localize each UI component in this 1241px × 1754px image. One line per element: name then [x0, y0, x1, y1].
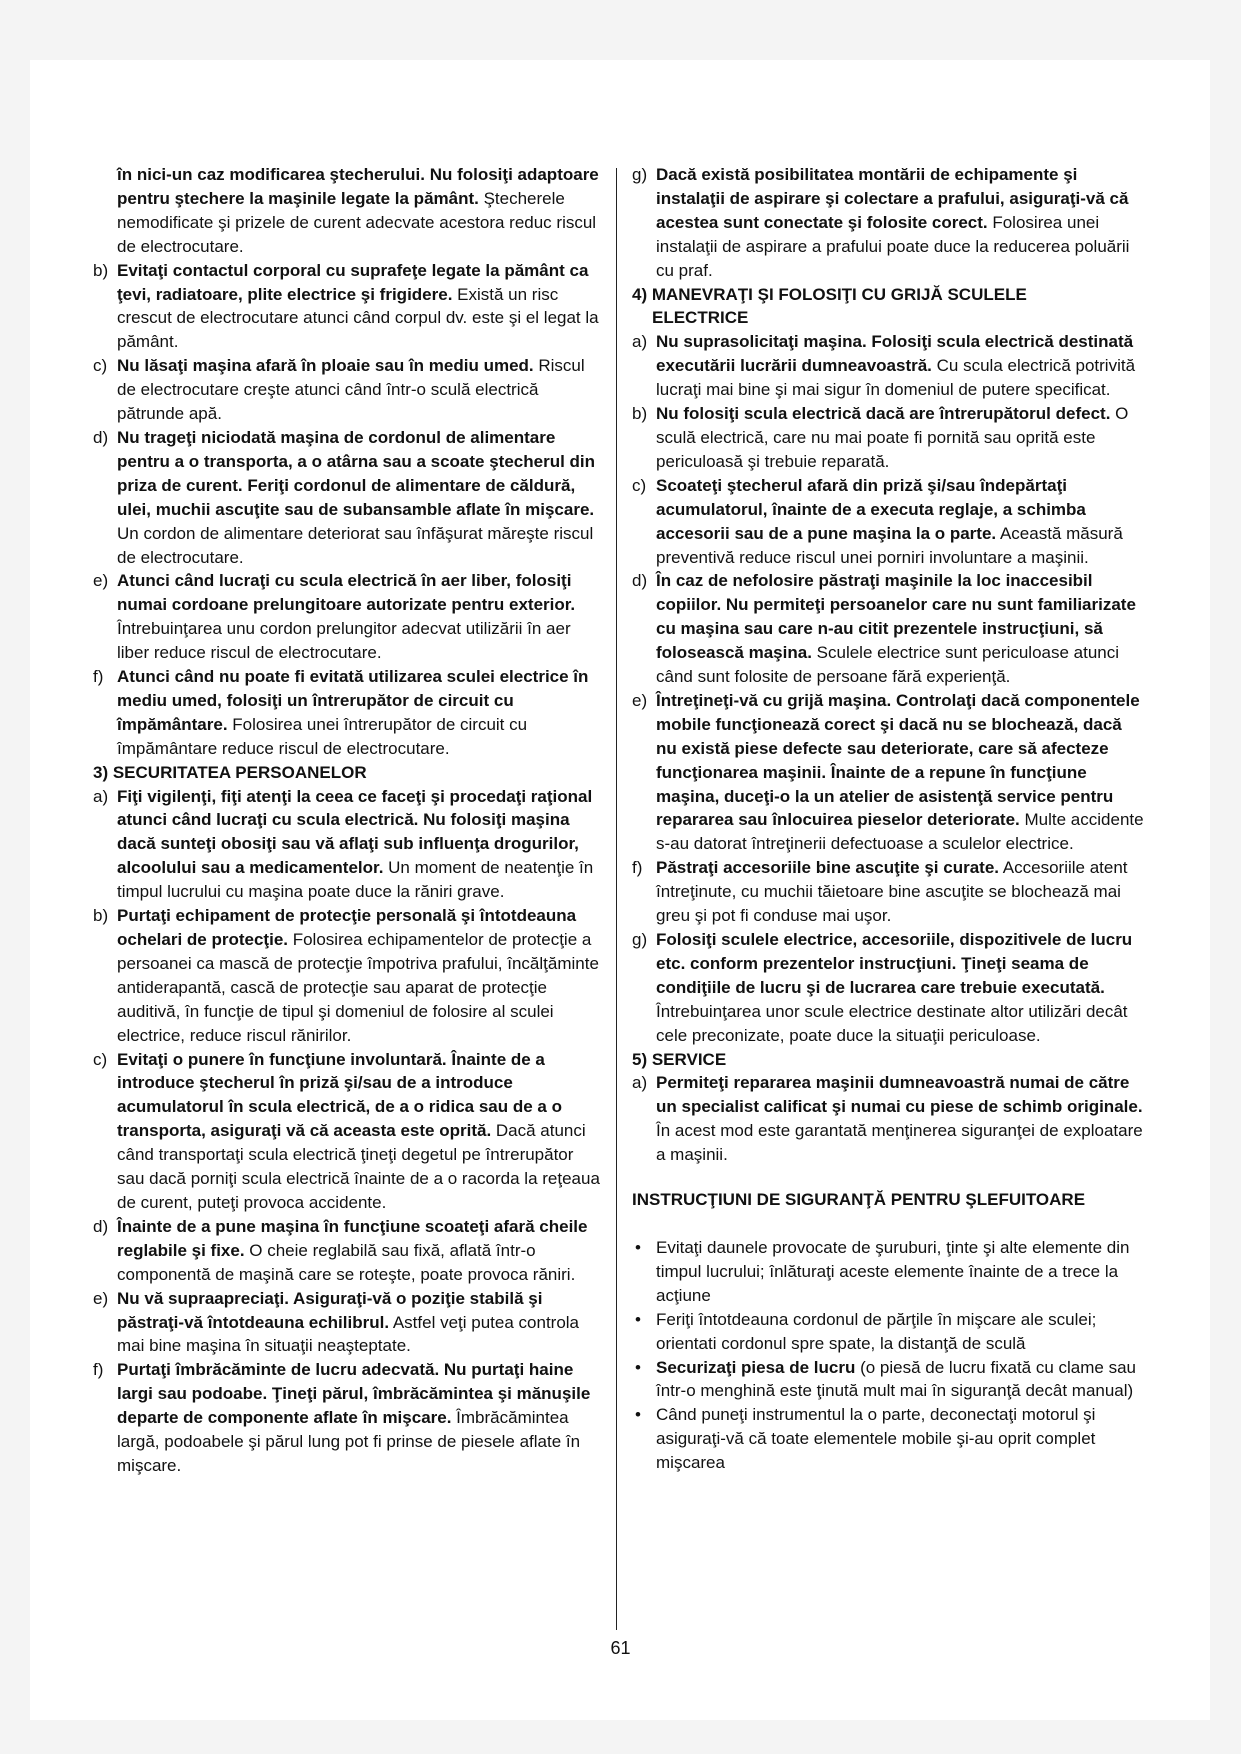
bullet-icon: •: [635, 1237, 641, 1257]
list-item: [93, 354, 605, 426]
item-bold-text: Securizaţi piesa de lucru: [656, 1357, 856, 1377]
item-text: Accesoriile atent întreţinute, cu muchii tăietoare bine ascuţite se blochează mai greu şi pot fi conduse mai uşor.: [656, 858, 1128, 926]
list-item: [93, 785, 605, 905]
item-text: O sculă electrică, care nu mai poate fi pornită sau oprită este periculoasă şi trebuie reparată.: [656, 404, 1129, 471]
item-label: f): [93, 667, 104, 687]
page-number: 61: [610, 1638, 631, 1658]
list-item: [632, 569, 1144, 689]
item-text: Când puneţi instrumentul la o parte, deconectaţi motorul şi asiguraţi-vă că toate elementele mobile şi-au oprit complet mişcarea: [656, 1405, 1096, 1473]
item-bold-text: Înainte de a pune maşina în funcţiune scoateţi afară cheile reglabile şi fixe.: [117, 1216, 588, 1260]
item-label: e): [632, 690, 648, 710]
list-item: [632, 330, 1144, 402]
section-heading: 4) MANEVRAŢI ŞI FOLOSIŢI CU GRIJĂ SCULELE: [632, 284, 1027, 304]
item-text: Întrebuinţarea unor scule electrice destinate altor utilizări decât cele preconizate, poate duce la situaţii periculoase.: [656, 1001, 1128, 1045]
list-item: [632, 856, 1144, 928]
list-item: [93, 1048, 605, 1215]
item-text: Folosirea echipamentelor de protecţie a persoanei ca mască de protecţie împotriva prafului, încălţăminte antiderapantă, cască de protecţie sau aparat de protecţie auditivă, în funcţie de tipul şi domeniul de folosire al sculei electrice, reduce riscul rănirilor.: [117, 930, 599, 1045]
item-text: Ştecherele nemodificate şi prizele de curent adecvate acestora reduc riscul de electrocutare.: [117, 188, 597, 256]
list-item: [93, 1215, 605, 1287]
item-text: Riscul de electrocutare creşte atunci când într-o sculă electrică pătrunde apă.: [117, 356, 585, 424]
item-text: Sculele electrice sunt periculoase atunci când sunt folosite de persoane fără experienţă.: [656, 643, 1120, 687]
list-item: [93, 1358, 605, 1478]
item-text: Există un risc crescut de electrocutare atunci când corpul dv. este şi el legat la pământ.: [117, 284, 599, 352]
item-label: c): [93, 356, 108, 376]
item-text: Un cordon de alimentare deteriorat sau înfăşurat măreşte riscul de electrocutare.: [117, 523, 594, 567]
item-text: Îmbrăcămintea largă, podoabele şi părul lung pot fi prinse de piesele aflate în mişcare.: [117, 1408, 581, 1475]
list-item: [632, 1071, 1144, 1167]
item-label: b): [93, 906, 109, 926]
item-label: f): [93, 1360, 104, 1380]
continued-item: [93, 163, 605, 259]
item-bold-text: Purtaţi îmbrăcăminte de lucru adecvată. Nu purtaţi haine largi sau podoabe. Ţineţi părul, îmbrăcămintea şi mănuşile departe de componente aflate în mişcare.: [117, 1360, 591, 1428]
item-bold-text: în nici-un caz modificarea ştecherului. Nu folosiţi adaptoare pentru ştechere la maşinile legate la pământ.: [117, 165, 599, 208]
item-text: Folosirea unei întrerupător de circuit cu împământare reduce riscul de electrocutare.: [117, 714, 528, 758]
item-text: Cu scula electrică potrivită lucraţi mai bine şi mai sigur în domeniul de putere specificat.: [656, 356, 1136, 400]
right-column: [632, 163, 1144, 1475]
item-bold-text: Fiţi vigilenţi, fiţi atenţi la ceea ce faceţi şi procedaţi raţional atunci când lucraţi cu scula electrică. Nu folosiţi maşina dacă sunteţi obosiţi sau vă aflaţi sub influenţa drogurilor, alcoolului sau a medicamentelor.: [117, 786, 593, 878]
item-label: b): [632, 404, 648, 424]
list-item: [632, 163, 1144, 283]
section-heading-continued: ELECTRICE: [652, 308, 749, 328]
item-text: Multe accidente s-au datorat întreţinerii defectuoase a sculelor electrice.: [656, 810, 1144, 854]
item-label: g): [632, 165, 648, 184]
item-bold-text: Permiteţi repararea maşinii dumneavoastră numai de către un specialist calificat şi numai cu piese de schimb originale.: [656, 1073, 1143, 1117]
item-label: a): [632, 332, 648, 352]
item-text: (o piesă de lucru fixată cu clame sau într-o menghină este ţinută mult mai în siguranţă decât manual): [656, 1357, 1137, 1401]
item-bold-text: Atunci când nu poate fi evitată utilizarea sculei electrice în mediu umed, folosiţi un întrerupător de circuit cu împământare.: [117, 667, 589, 734]
column-divider: [616, 168, 617, 1630]
item-bold-text: Nu vă supraapreciaţi. Asiguraţi-vă o poziţie stabilă şi păstraţi-vă întotdeauna echilibrul.: [117, 1288, 543, 1332]
safety-heading: INSTRUCŢIUNI DE SIGURANŢĂ PENTRU ŞLEFUITOARE: [632, 1190, 1086, 1210]
item-bold-text: Purtaţi echipament de protecţie personală şi întotdeauna ochelari de protecţie.: [117, 906, 577, 949]
item-label: d): [93, 427, 109, 447]
item-bold-text: Păstraţi accesoriile bine ascuţite şi curate.: [656, 858, 999, 878]
item-bold-text: Evitaţi contactul corporal cu suprafeţe legate la pământ ca ţevi, radiatoare, plite electrice şi frigidere.: [117, 260, 589, 304]
list-item: [93, 259, 605, 355]
item-text: O cheie reglabilă sau fixă, aflată într-o componentă de maşină care se roteşte, poate provoca răniri.: [117, 1240, 576, 1284]
bullet-item: [632, 1236, 1144, 1308]
item-bold-text: Atunci când lucraţi cu scula electrică în aer liber, folosiţi numai cordoane prelungitoare autorizate pentru exterior.: [117, 571, 576, 615]
list-item: [93, 665, 605, 761]
spacer: [632, 1212, 1144, 1236]
item-text: Evitaţi daunele provocate de şuruburi, ţinte şi alte elemente din timpul lucrului; înlăturaţi aceste elemente înainte de a trece la acţiune: [656, 1237, 1130, 1305]
list-item: [632, 474, 1144, 570]
item-bold-text: Întreţineţi-vă cu grijă maşina. Controlaţi dacă componentele mobile funcţionează corect şi dacă nu se blochează, dacă nu există piese defecte sau deteriorate, care să afecteze funcţionarea maşinii. Înainte de a repune în funcţiune maşina, duceţi-o la un atelier de asistenţă service pentru repararea sau înlocuirea pieselor deteriorate.: [656, 690, 1140, 830]
list-item: [93, 569, 605, 665]
list-item: [93, 904, 605, 1047]
item-text: Astfel veţi putea controla mai bine maşina în situaţii neaşteptate.: [117, 1312, 580, 1356]
list-item: [632, 689, 1144, 856]
spacer: [632, 1167, 1144, 1188]
item-bold-text: În caz de nefolosire păstraţi maşinile la loc inaccesibil copiilor. Nu permiteţi persoanelor care nu sunt familiarizate cu maşina sau care n-au citit prezentele instrucţiuni, să folosească maşina.: [656, 571, 1136, 663]
item-label: a): [93, 786, 109, 806]
bullet-item: [632, 1308, 1144, 1356]
section-heading: 5) SERVICE: [632, 1049, 727, 1069]
list-item: [93, 426, 605, 569]
item-label: b): [93, 260, 109, 280]
bullet-item: [632, 1356, 1144, 1404]
item-text: În acest mod este garantată menţinerea siguranţei de exploatare a maşinii.: [656, 1121, 1143, 1165]
item-bold-text: Evitaţi o punere în funcţiune involuntară. Înainte de a introduce ştecherul în priză şi/sau de a introduce acumulatorul în scula electrică, de a o ridica sau de a o transporta, asiguraţi vă că aceasta este oprită.: [117, 1049, 562, 1141]
item-bold-text: Nu trageţi niciodată maşina de cordonul de alimentare pentru a o transporta, a o atârna sau a scoate ştecherul din priza de curent. Feriţi cordonul de alimentare de căldură, ulei, muchii ascuţite sau de subansamble aflate în mişcare.: [117, 427, 596, 519]
item-bold-text: Nu suprasolicitaţi maşina. Folosiţi scula electrică destinată executării lucrării dumneavoastră.: [656, 332, 1134, 376]
item-label: f): [632, 858, 643, 878]
left-column: [93, 163, 605, 1478]
bullet-icon: •: [635, 1405, 641, 1425]
item-text: Un moment de neatenţie în timpul lucrului cu maşina poate duce la răniri grave.: [117, 858, 594, 902]
item-bold-text: Dacă există posibilitatea montării de echipamente şi instalaţii de aspirare şi colectare a prafului, asiguraţi-vă că acestea sunt conectate şi folosite corect.: [656, 165, 1129, 232]
item-label: g): [632, 930, 648, 949]
item-bold-text: Nu folosiţi scula electrică dacă are întrerupătorul defect.: [656, 404, 1111, 424]
section-heading: 3) SECURITATEA PERSOANELOR: [93, 762, 367, 782]
item-bold-text: Folosiţi sculele electrice, accesoriile, dispozitivele de lucru etc. conform prezentelor instrucţiuni. Ţineţi seama de condiţiile de lucru şi de lucrarea care trebuie executată.: [656, 930, 1133, 997]
item-label: e): [93, 1288, 109, 1308]
bullet-item: [632, 1403, 1144, 1475]
item-label: c): [93, 1049, 108, 1069]
list-item: [632, 402, 1144, 474]
list-item: [632, 928, 1144, 1048]
item-label: d): [93, 1216, 109, 1236]
item-text: Această măsură preventivă reduce riscul unei porniri involuntare a maşinii.: [656, 523, 1123, 567]
item-text: Feriţi întotdeauna cordonul de părţile în mişcare ale sculei; orientati cordonul spre spate, la distanţă de sculă: [656, 1309, 1097, 1353]
item-label: a): [632, 1073, 648, 1093]
item-label: c): [632, 475, 647, 495]
bullet-icon: •: [635, 1357, 641, 1377]
item-label: d): [632, 571, 648, 591]
item-text: Dacă atunci când transportaţi scula electrică ţineţi degetul pe întrerupător sau dacă porniţi scula electrică înainte de a o racorda la reţeaua de curent, puteţi provoca accidente.: [117, 1121, 600, 1212]
item-bold-text: Nu lăsaţi maşina afară în ploaie sau în mediu umed.: [117, 356, 534, 376]
bullet-icon: •: [635, 1309, 641, 1329]
list-item: [93, 1287, 605, 1359]
item-bold-text: Scoateţi ştecherul afară din priză şi/sau îndepărtaţi acumulatorul, înainte de a executa reglaje, a schimba accesorii sau de a pune maşina la o parte.: [656, 475, 1086, 543]
item-label: e): [93, 571, 109, 591]
item-text: Folosirea unei instalaţii de aspirare a prafului poate duce la reducerea poluării cu praf.: [656, 212, 1130, 280]
item-text: Întrebuinţarea unu cordon prelungitor adecvat utilizării în aer liber reduce riscul de electrocutare.: [117, 619, 571, 663]
